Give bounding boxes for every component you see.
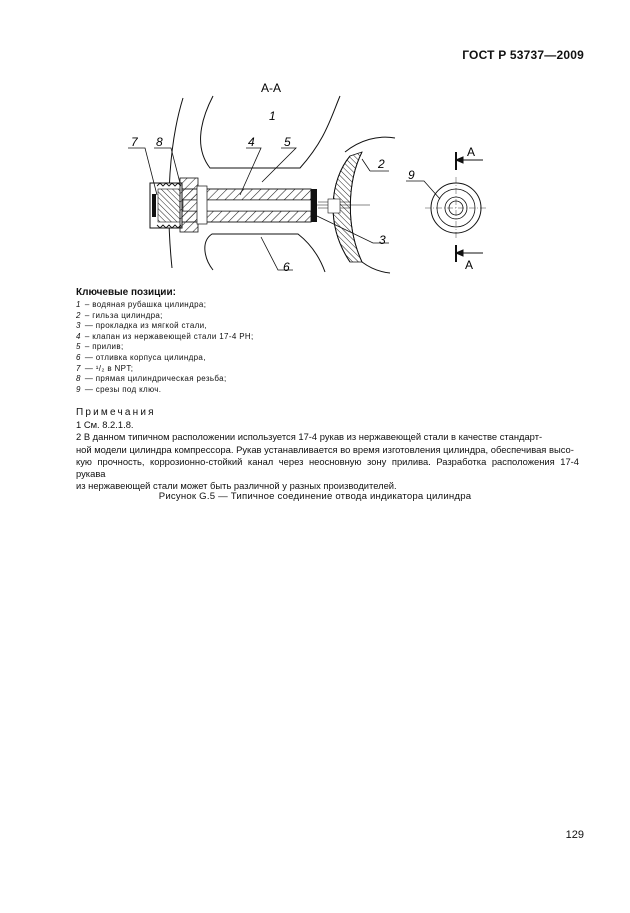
legend-item-text: прокладка из мягкой стали, bbox=[95, 321, 208, 331]
standard-designation: ГОСТ Р 53737—2009 bbox=[462, 48, 584, 62]
legend-item-number: 7 bbox=[76, 363, 81, 373]
callout-9: 9 bbox=[408, 168, 415, 182]
legend-item bbox=[76, 374, 546, 385]
legend-item-number: 2 bbox=[76, 310, 81, 320]
key-positions bbox=[76, 287, 546, 395]
legend-item-text: прямая цилиндрическая резьба; bbox=[95, 374, 227, 384]
section-mark-top: А bbox=[467, 145, 476, 159]
callout-5: 5 bbox=[284, 135, 291, 149]
legend-item-dash: – bbox=[84, 300, 90, 309]
section-mark-bottom: А bbox=[465, 258, 474, 272]
note-2-line-3: кую прочность, коррозионно-стойкий канал через неосновную зону прилива. Разработка расположения 17-4 рукава bbox=[76, 455, 579, 480]
legend-item-dash: – bbox=[84, 310, 90, 320]
legend-item-dash: — bbox=[84, 363, 94, 373]
note-2-line-2: ной модели цилиндра компрессора. Рукав устанавливается во время изготовления цилиндра, обеспечивая высо- bbox=[76, 443, 574, 455]
gasket bbox=[311, 189, 317, 222]
legend-item-number: 5 bbox=[76, 342, 81, 352]
note-1: 1 См. 8.2.1.8. bbox=[76, 419, 134, 430]
legend-item-number: 6 bbox=[76, 352, 81, 362]
legend-item-text: ¹/₂ в NPT; bbox=[95, 363, 134, 373]
legend-item-dash: — bbox=[84, 374, 94, 384]
legend-item-dash: — bbox=[84, 321, 94, 331]
legend-item bbox=[76, 385, 546, 396]
legend-item bbox=[76, 300, 546, 311]
page-number: 129 bbox=[565, 829, 584, 841]
legend-item-text: клапан из нержавеющей стали 17-4 PH; bbox=[92, 331, 254, 341]
callout-6: 6 bbox=[283, 260, 290, 274]
legend-list bbox=[76, 300, 546, 395]
note-2-line-1: 2 В данном типичном расположении используется 17-4 рукав из нержавеющей стали в качестве стандарт- bbox=[76, 431, 543, 443]
legend-item bbox=[76, 342, 546, 353]
figure-caption: Рисунок G.5 — Типичное соединение отвода индикатора цилиндра bbox=[158, 491, 472, 502]
notes bbox=[76, 407, 579, 493]
legend-item-number: 3 bbox=[76, 321, 81, 331]
legend-item-number: 4 bbox=[76, 331, 81, 341]
callout-8: 8 bbox=[156, 135, 163, 149]
callout-3: 3 bbox=[379, 233, 386, 247]
legend-item-number: 8 bbox=[76, 374, 81, 384]
callout-1: 1 bbox=[269, 109, 276, 123]
valve-end-view bbox=[425, 177, 487, 239]
threaded-end bbox=[150, 178, 207, 232]
cylinder-body-outline bbox=[169, 96, 395, 273]
legend-item-text: отливка корпуса цилиндра, bbox=[95, 352, 206, 362]
legend-item-text: водяная рубашка цилиндра; bbox=[92, 300, 207, 309]
callout-4: 4 bbox=[248, 135, 255, 149]
notes-title: Примечания bbox=[76, 407, 156, 418]
legend-item bbox=[76, 332, 546, 343]
section-label: А-А bbox=[261, 81, 282, 95]
legend-item bbox=[76, 321, 546, 332]
legend-item-dash: – bbox=[84, 342, 90, 352]
legend-item-dash: – bbox=[84, 331, 90, 341]
legend-item bbox=[76, 353, 546, 364]
legend-item-number: 9 bbox=[76, 384, 81, 394]
legend-item-dash: — bbox=[84, 384, 94, 394]
legend-item-text: срезы под ключ. bbox=[95, 384, 162, 394]
legend-item bbox=[76, 364, 546, 375]
legend-item-number: 1 bbox=[76, 300, 81, 309]
callout-7: 7 bbox=[131, 135, 138, 149]
callout-2: 2 bbox=[378, 157, 385, 171]
section-marks bbox=[456, 152, 483, 262]
legend-item bbox=[76, 311, 546, 322]
cylinder-connection-drawing bbox=[0, 0, 630, 280]
note-2-line-4: из нержавеющей стали может быть различной у разных производителей. bbox=[76, 480, 397, 492]
legend-title: Ключевые позиции: bbox=[76, 287, 176, 298]
legend-item-text: прилив; bbox=[92, 342, 124, 352]
legend-item-dash: — bbox=[84, 352, 94, 362]
legend-item-text: гильза цилиндра; bbox=[92, 310, 163, 320]
